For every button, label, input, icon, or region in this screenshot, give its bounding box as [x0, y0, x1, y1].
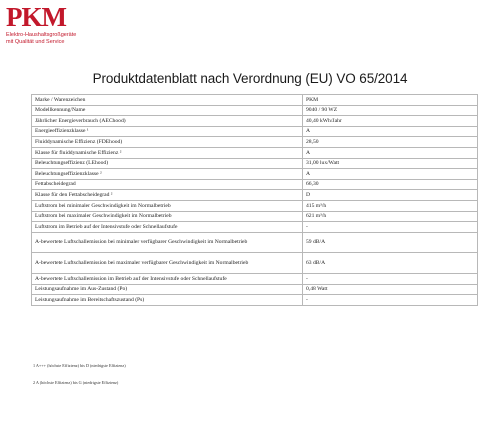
table-row [32, 137, 478, 148]
table-row [32, 273, 478, 284]
row-label: A-bewertete Luftschallemission bei minimaler verfügbarer Geschwindigkeit im Normalbetrieb [32, 232, 303, 253]
row-label: Leistungsaufnahme im Aus-Zustand (Po) [32, 284, 303, 295]
row-value: A [303, 126, 478, 137]
footnotes [33, 363, 473, 397]
row-value: 415 m³/h [303, 200, 478, 211]
row-value: 28,50 [303, 137, 478, 148]
row-label: Beleuchtungseffizienz (LEhood) [32, 158, 303, 169]
table-row [32, 211, 478, 222]
table-row [32, 284, 478, 295]
table-row [32, 126, 478, 137]
table-row [32, 222, 478, 233]
table-row [32, 116, 478, 127]
row-value: 621 m³/h [303, 211, 478, 222]
table-row [32, 179, 478, 190]
row-value: - [303, 273, 478, 284]
row-label: A-bewertete Luftschallemission bei maximaler verfügbarer Geschwindigkeit im Normalbetrieb [32, 253, 303, 274]
page-title: Produktdatenblatt nach Verordnung (EU) VO 65/2014 [92, 71, 408, 86]
footnote-1: 1 A+++ (höchste Effizienz) bis D (niedrigste Effizienz) [33, 363, 126, 368]
row-value: 40,40 kWh/Jahr [303, 116, 478, 127]
row-label: Klasse für den Fettabscheidegrad ² [32, 190, 303, 201]
row-label: Beleuchtungseffizienzklasse ² [32, 169, 303, 180]
row-value: D [303, 190, 478, 201]
table-row [32, 232, 478, 253]
table-row [32, 190, 478, 201]
row-label: Luftstrom bei minimaler Geschwindigkeit im Normalbetrieb [32, 200, 303, 211]
row-value: 0,48 Watt [303, 284, 478, 295]
row-value: - [303, 295, 478, 306]
row-label: Marke / Warenzeichen [32, 95, 303, 106]
row-label: Klasse für fluiddynamische Effizienz ² [32, 147, 303, 158]
table-row [32, 295, 478, 306]
row-value: 63 dB/A [303, 253, 478, 274]
table-row [32, 105, 478, 116]
row-value: - [303, 222, 478, 233]
table-row [32, 147, 478, 158]
table-row [32, 158, 478, 169]
logo-wordmark: PKM [6, 2, 66, 32]
row-label: Luftstrom bei maximaler Geschwindigkeit im Normalbetrieb [32, 211, 303, 222]
row-label: Fettabscheidegrad [32, 179, 303, 190]
row-label: Energieeffizienzklasse ¹ [32, 126, 303, 137]
company-logo [6, 4, 136, 45]
row-value: A [303, 169, 478, 180]
row-value: 31,00 lux/Watt [303, 158, 478, 169]
row-value: 9040 / 90 WZ [303, 105, 478, 116]
row-value: 66,30 [303, 179, 478, 190]
logo-tagline-2: mit Qualität und Service [6, 39, 65, 45]
table-row [32, 95, 478, 106]
row-label: Fluiddynamische Effizienz (FDEhood) [32, 137, 303, 148]
row-value: A [303, 147, 478, 158]
footnote-2: 2 A (höchste Effizienz) bis G (niedrigste Effizienz) [33, 380, 119, 385]
row-value: 59 dB/A [303, 232, 478, 253]
row-value: PKM [303, 95, 478, 106]
row-label: A-bewertete Luftschallemission im Betrieb auf der Intensivstufe oder Schnellaufstufe [32, 273, 303, 284]
row-label: Luftstrom im Betrieb auf der Intensivstufe oder Schnellaufstufe [32, 222, 303, 233]
table-row [32, 169, 478, 180]
row-label: Jährlicher Energieverbrauch (AEChood) [32, 116, 303, 127]
row-label: Leistungsaufnahme im Bereitschaftszustand (Ps) [32, 295, 303, 306]
logo-tagline-1: Elektro-Haushaltsgroßgeräte [6, 32, 77, 38]
product-data-table [31, 94, 478, 306]
table-row [32, 200, 478, 211]
table-row [32, 253, 478, 274]
row-label: Modellkennung/Name [32, 105, 303, 116]
